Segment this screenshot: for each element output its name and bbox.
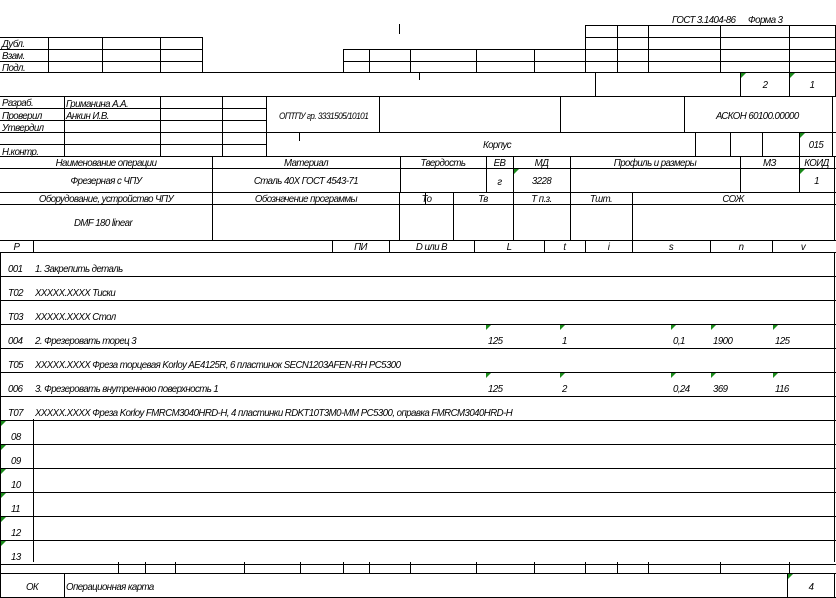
corner-mark-icon [1,541,6,546]
row-number: 004 [8,335,23,347]
role-norm-control: Н.контр. [2,146,39,158]
name-developer: Гриманина А.А. [66,98,129,110]
corner-mark-icon [741,73,746,78]
param-s: 0,24 [673,383,690,395]
param-l: 125 [488,383,503,395]
koid-value: 1 [814,175,819,187]
param-t: 1 [562,335,567,347]
hdr-p: Р [13,241,20,253]
hdr-tv: Тв [478,193,488,205]
hdr-v: v [800,241,806,253]
row-number: 08 [11,431,21,443]
corner-mark-icon [1,493,6,498]
hdr-profile: Профиль и размеры [613,157,697,169]
hdr-tsht: Тшт. [589,193,613,205]
corner-mark-icon [514,169,519,174]
mass: 3228 [531,175,552,187]
hdr-equipment: Оборудование, устройство ЧПУ [38,193,174,205]
document-designation: АСКОН 60100.00000 [716,110,799,122]
hdr-pi: ПИ [354,241,367,253]
role-approver: Утвердил [2,122,44,134]
corner-mark-icon [671,325,676,330]
row-number: 001 [8,263,23,275]
corner-mark-icon [1,421,6,426]
corner-mark-icon [800,169,805,174]
corner-mark-icon [788,574,793,579]
material: Сталь 40Х ГОСТ 4543-71 [253,175,359,187]
corner-mark-icon [560,325,565,330]
corner-mark-icon [711,373,716,378]
operation-name: Фрезерная с ЧПУ [70,175,142,187]
name-checker: Анкин И.В. [66,110,109,122]
hdr-n: n [738,241,744,253]
row-number: 11 [11,503,20,515]
footer-page: 4 [808,581,814,593]
row-text: ХХХХХ.ХХХХ Стол [35,311,116,323]
corner-mark-icon [1,517,6,522]
hdr-tpz: Т п.з. [531,193,552,205]
corner-mark-icon [671,373,676,378]
corner-mark-icon [486,373,491,378]
corner-mark-icon [773,325,778,330]
row-number: 006 [8,383,23,395]
footer-code: ОК [25,581,39,593]
row-number: 13 [11,551,21,563]
hdr-l: L [506,241,512,253]
param-v: 125 [775,335,790,347]
row-text: 2. Фрезеровать торец 3 [35,335,137,347]
param-l: 125 [488,335,503,347]
sheet-number: 1 [809,79,815,91]
corner-mark-icon [560,373,565,378]
row-number: 09 [11,455,21,467]
param-n: 1900 [713,335,733,347]
row-number: Т05 [8,359,23,371]
form-label: Форма 3 [748,14,783,26]
sheets-total: 2 [762,79,768,91]
footer-title: Операционная карта [66,581,154,593]
role-developer: Разраб. [2,97,34,109]
hdr-md: МД [534,157,549,169]
hdr-mz: МЗ [763,157,776,169]
hdr-hardness: Твердость [420,157,466,169]
corner-mark-icon [486,325,491,330]
row-number: 10 [11,479,21,491]
param-t: 2 [562,383,567,395]
param-v: 116 [775,383,789,395]
hdr-operation-name: Наименование операции [55,157,157,169]
role-checker: Проверил [2,110,42,122]
corner-mark-icon [773,373,778,378]
hdr-t: t [563,241,566,253]
row-text: 3. Фрезеровать внутреннюю поверхность 1 [35,383,219,395]
row-text: ХХХХХ.ХХХХ Фреза торцевая Korloy AE4125R, 6 пластинок SECN1203AFEN-RH PC5300 [35,359,401,371]
corner-mark-icon [800,133,805,138]
hdr-koid: КОИД [804,157,829,169]
side-label-podl: Подл. [2,62,26,74]
hdr-s: s [668,241,674,253]
corner-mark-icon [1,445,6,450]
row-text: ХХХХХ.ХХХХ Фреза Korloy FMRCM3040HRD-H, 4 пластинки RDKT10T3M0-MM PC5300, оправка FMRCM3040HRD-H [35,407,513,419]
hdr-ev: ЕВ [493,157,506,169]
hdr-coolant: СОЖ [722,193,744,205]
row-text: ХХХХХ.ХХХХ Тиски [35,287,116,299]
corner-mark-icon [790,73,795,78]
row-number: Т03 [8,311,23,323]
row-text: 1. Закрепить деталь [35,263,123,275]
hdr-program: Обозначение программы [254,193,358,205]
row-number: Т02 [8,287,23,299]
part-name: Корпус [482,139,512,151]
machine-name: DMF 180 linear [74,217,133,229]
row-number: 12 [11,527,21,539]
param-s: 0,1 [673,335,685,347]
side-label-dubl: Дубл. [2,38,25,50]
unit: г [497,176,502,188]
hdr-i: i [607,241,610,253]
hdr-to: То [421,193,432,205]
standard-label: ГОСТ 3.1404-86 [672,14,736,26]
organization: ОПТПУ гр. 3331505/10101 [279,111,369,121]
hdr-material: Материал [283,157,328,169]
row-number: Т07 [8,407,23,419]
operation-number: 015 [808,139,824,151]
corner-mark-icon [711,325,716,330]
side-label-vzam: Взам. [2,50,25,62]
param-n: 369 [713,383,728,395]
corner-mark-icon [1,469,6,474]
hdr-d-or-b: D или B [415,241,448,253]
